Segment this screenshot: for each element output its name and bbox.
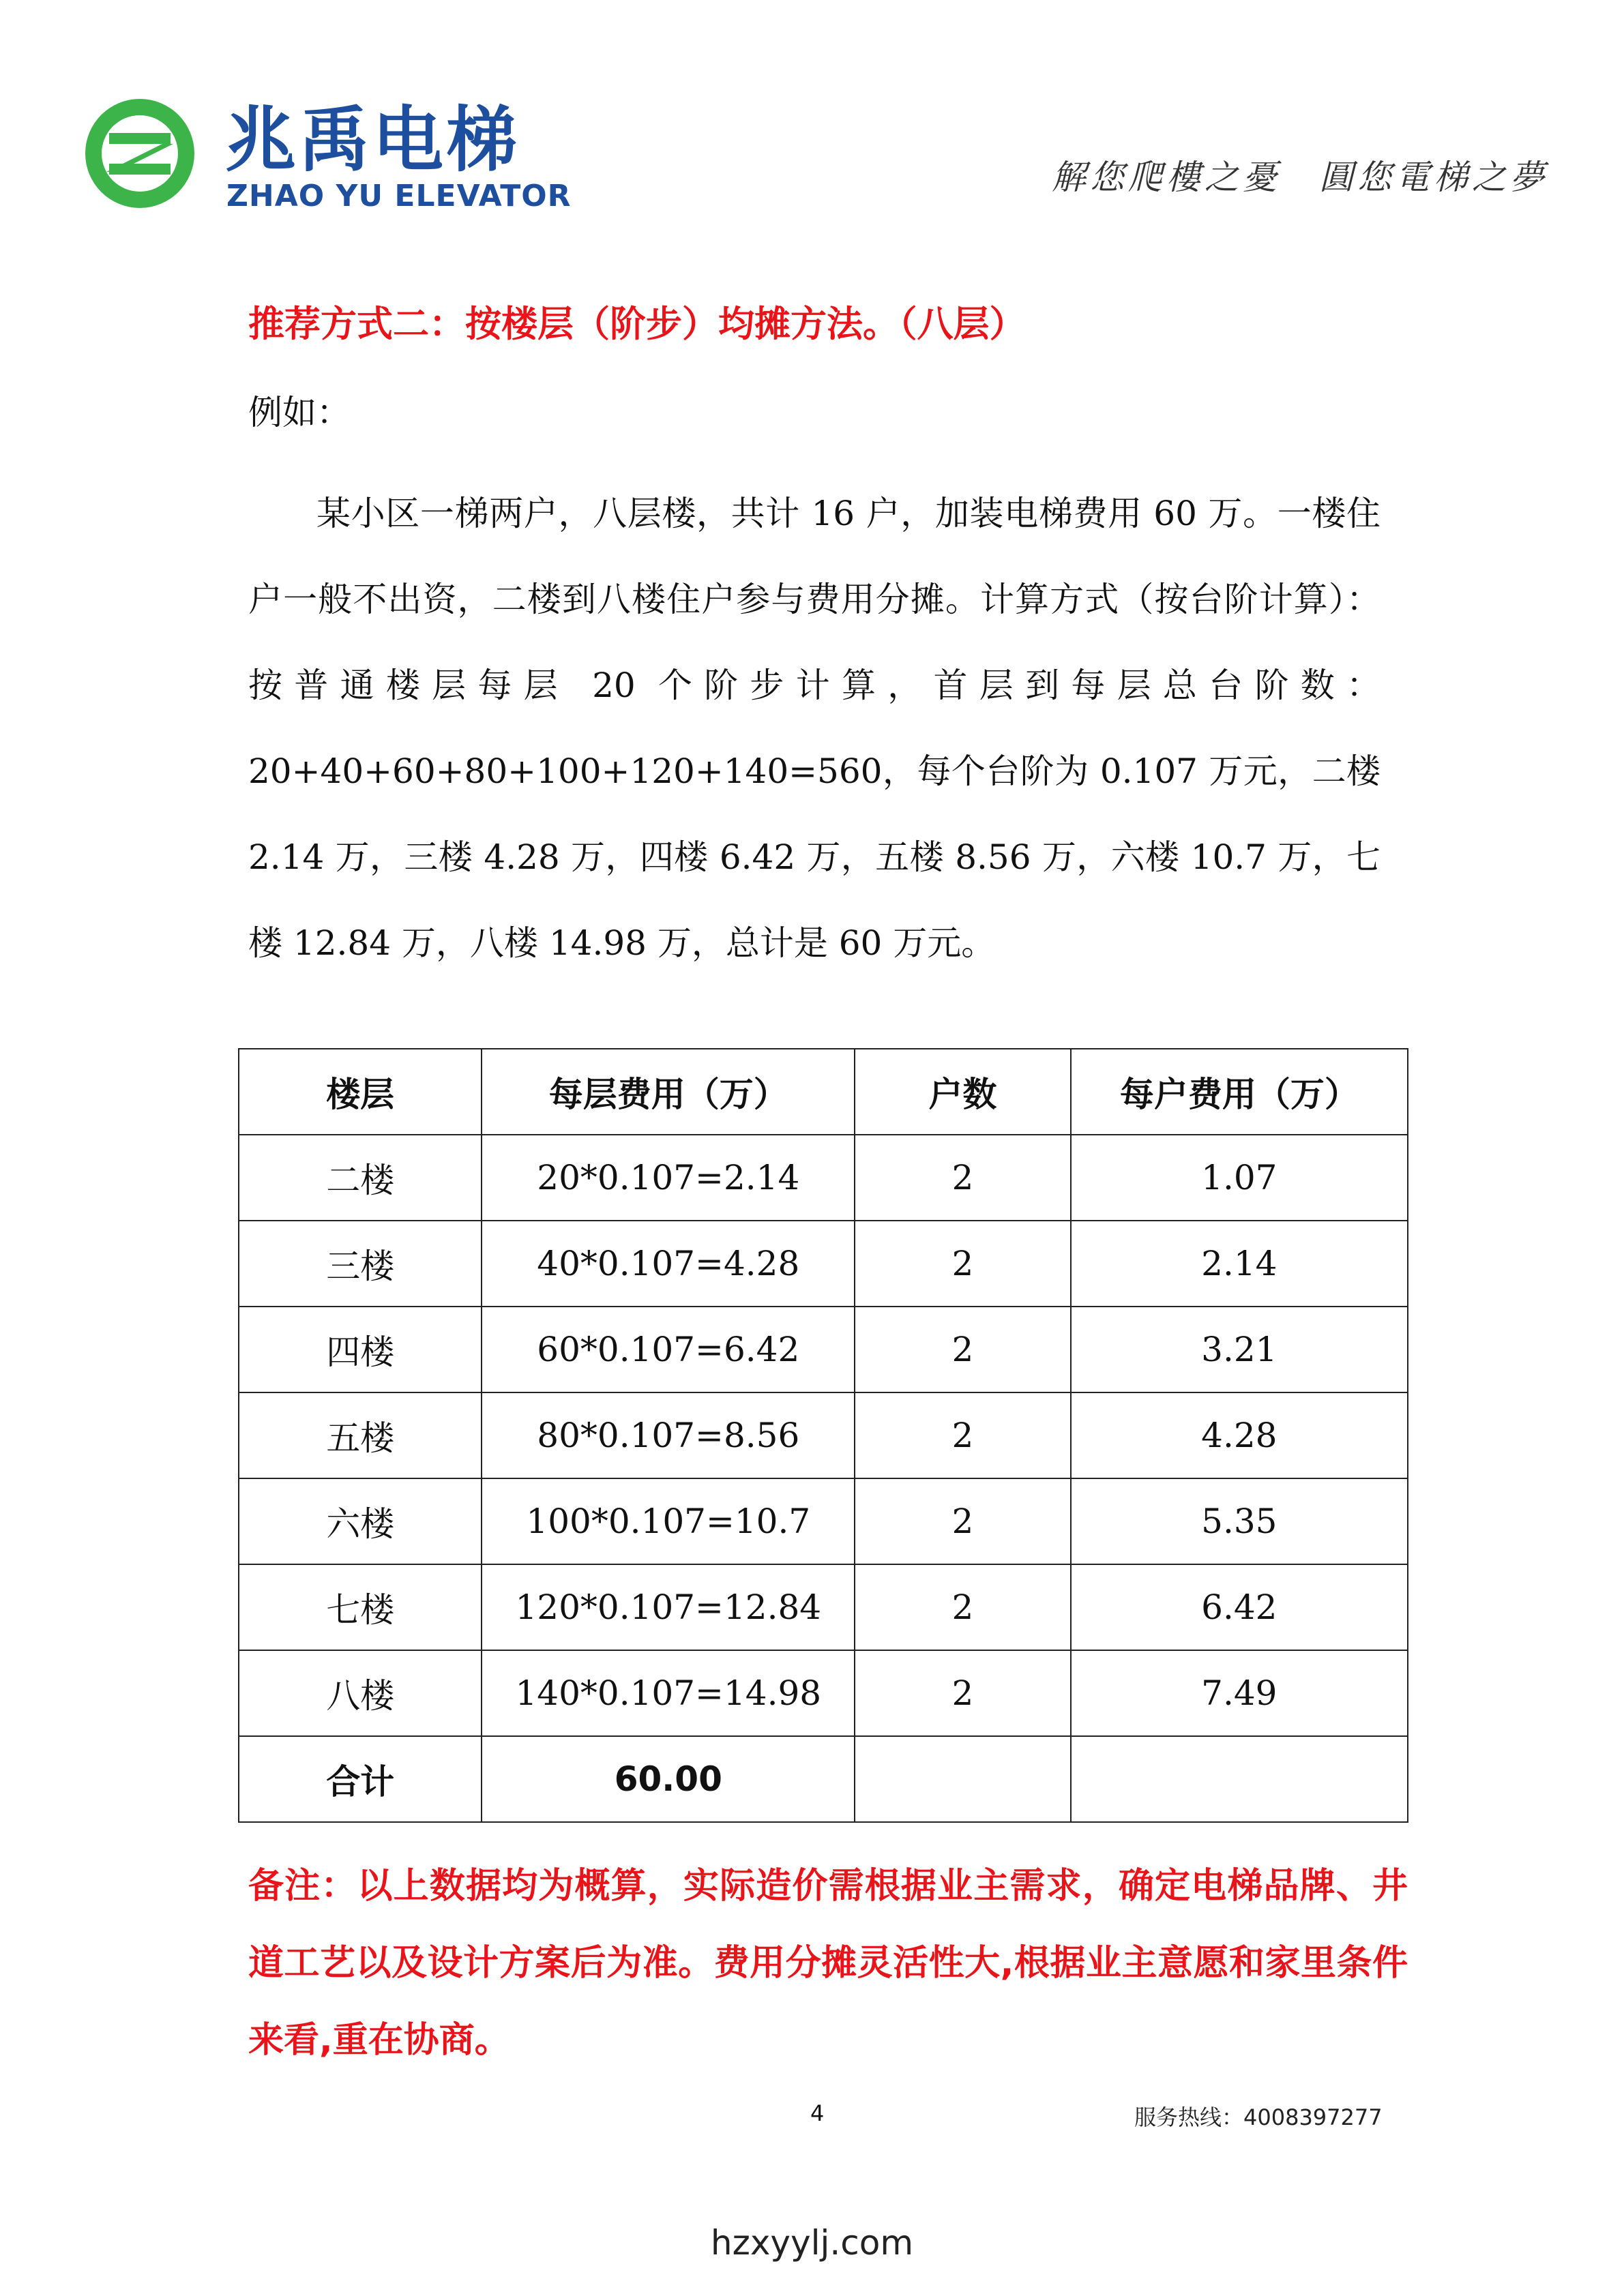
- cell-floor-cost: 20*0.107=2.14: [482, 1135, 855, 1221]
- service-hotline: 服务热线：4008397277: [1134, 2104, 1383, 2130]
- cell-households: 2: [855, 1564, 1070, 1650]
- cell-floor: 二楼: [239, 1135, 482, 1221]
- slogan: 解您爬樓之憂 圓您電梯之夢: [1052, 158, 1548, 197]
- site-watermark: hzxyylj.com: [710, 2223, 914, 2263]
- table-row: [239, 1135, 1408, 1221]
- header-households: 户数: [855, 1049, 1070, 1135]
- header-household-cost: 每户费用（万）: [1071, 1049, 1408, 1135]
- cell-floor-cost: 80*0.107=8.56: [482, 1392, 855, 1478]
- cell-floor-cost: 100*0.107=10.7: [482, 1478, 855, 1564]
- cell-total-household-cost: [1071, 1736, 1408, 1822]
- cell-floor-cost: 120*0.107=12.84: [482, 1564, 855, 1650]
- cell-households: 2: [855, 1221, 1070, 1307]
- brand-name-en: ZHAO YU ELEVATOR: [226, 179, 572, 213]
- cell-floor-cost: 40*0.107=4.28: [482, 1221, 855, 1307]
- remark-note: 备注：以上数据均为概算，实际造价需根据业主需求，确定电梯品牌、井道工艺以及设计方案后为准。费用分摊灵活性大,根据业主意愿和家里条件来看,重在协商。: [248, 1866, 1408, 2061]
- cell-floor: 六楼: [239, 1478, 482, 1564]
- cell-household-cost: 2.14: [1071, 1221, 1408, 1307]
- page-number: 4: [810, 2100, 825, 2126]
- cell-household-cost: 7.49: [1071, 1650, 1408, 1736]
- example-label: 例如：: [248, 393, 351, 432]
- cell-household-cost: 3.21: [1071, 1307, 1408, 1392]
- cell-floor: 三楼: [239, 1221, 482, 1307]
- fee-table: [238, 1048, 1408, 1823]
- cell-floor-cost: 60*0.107=6.42: [482, 1307, 855, 1392]
- brand-name-cn: 兆禹电梯: [225, 98, 520, 181]
- cell-floor: 五楼: [239, 1392, 482, 1478]
- table-row: [239, 1564, 1408, 1650]
- cell-households: 2: [855, 1135, 1070, 1221]
- cell-household-cost: 5.35: [1071, 1478, 1408, 1564]
- cell-floor-cost: 140*0.107=14.98: [482, 1650, 855, 1736]
- table-row: [239, 1221, 1408, 1307]
- cell-total-cost: 60.00: [482, 1736, 855, 1822]
- cell-household-cost: 6.42: [1071, 1564, 1408, 1650]
- page-header: [82, 95, 1548, 218]
- table-header-row: [239, 1049, 1408, 1135]
- cell-households: 2: [855, 1307, 1070, 1392]
- cell-households: 2: [855, 1392, 1070, 1478]
- header-floor-cost: 每层费用（万）: [482, 1049, 855, 1135]
- cell-total-households: [855, 1736, 1070, 1822]
- table-total-row: [239, 1736, 1408, 1822]
- cell-floor: 八楼: [239, 1650, 482, 1736]
- cell-households: 2: [855, 1478, 1070, 1564]
- description-paragraph: 某小区一梯两户，八层楼，共计 16 户，加装电梯费用 60 万。一楼住户一般不出资，二楼到八楼住户参与费用分摊。计算方式（按台阶计算）：按普通楼层每层 20 个阶步计算，首层到每层总台阶数：20+40+60+80+100+120+140=560，每个台阶为 0.107 万元，二楼 2.14 万，三楼 4.28 万，四楼 6.42 万，五楼 8.56 万，六楼 10.7 万，七楼 12.84 万，八楼 14.98 万，总计是 60 万元。: [248, 494, 1381, 963]
- cell-total-label: 合计: [239, 1736, 482, 1822]
- cell-household-cost: 4.28: [1071, 1392, 1408, 1478]
- table-row: [239, 1307, 1408, 1392]
- header-floor: 楼层: [239, 1049, 482, 1135]
- cell-floor: 四楼: [239, 1307, 482, 1392]
- table-row: [239, 1478, 1408, 1564]
- table-row: [239, 1392, 1408, 1478]
- cell-household-cost: 1.07: [1071, 1135, 1408, 1221]
- cell-households: 2: [855, 1650, 1070, 1736]
- cell-floor: 七楼: [239, 1564, 482, 1650]
- table-row: [239, 1650, 1408, 1736]
- zhaoyu-logo-icon: [82, 95, 198, 211]
- section-title: 推荐方式二：按楼层（阶步）均摊方法。（八层）: [248, 303, 1026, 345]
